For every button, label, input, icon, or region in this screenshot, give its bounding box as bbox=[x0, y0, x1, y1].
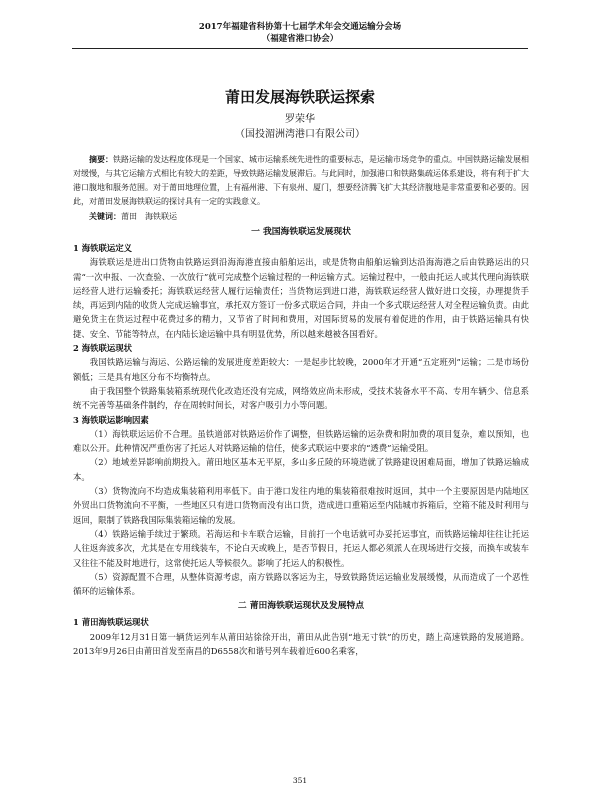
subsection-1-3-title: 3 海铁联运影响因素 bbox=[73, 414, 149, 425]
keywords-text: 莆田 海铁联运 bbox=[121, 212, 177, 221]
article-body bbox=[73, 152, 529, 658]
abstract-text: 铁路运输的发达程度体现是一个国家、城市运输系统先进性的重要标志，是运输市场竞争的重点。中国铁路运输发展相对缓慢，与其它运输方式相比有较大的差距，导致铁路运输发展滞后。与此同时，加强港口和铁路集疏运体系建设，将有利于扩大港口腹地和服务范围。对于莆田地理位置，上有福州港、下有泉州、厦门，想要经济腾飞扩大其经济腹地是非常重要和必要的。因此，对莆田发展海铁联运的探讨具有一定的实践意义。 bbox=[73, 155, 529, 206]
section-2-title: 二 莆田海铁联运现状及发展特点 bbox=[237, 601, 365, 612]
proceedings-header: 2017年福建省科协第十七届学术年会交通运输分会场 bbox=[198, 22, 402, 32]
paragraph: 我国铁路运输与海运、公路运输的发展进度差距较大：一是起步比较晚，2000年才开通“五定班列”运输；二是市场份额低；三是具有地区分布不均衡特点。 bbox=[73, 357, 529, 382]
paragraph: 2009年12月31日第一辆货运列车从莆田站徐徐开出，莆田从此告别“地无寸铁”的历史，踏上高速铁路的发展道路。2013年9月26日由莆田首发至南昌的D6558次和谐号列车载着近600名乘客， bbox=[73, 631, 529, 657]
proceedings-subheader: （福建省港口协会） bbox=[261, 34, 339, 44]
header-rule bbox=[72, 48, 528, 49]
paragraph: （3）货物流向不均造成集装箱利用率低下。由于港口发往内地的集装箱很难按时返回，其中一个主要原因是内陆地区外贸出口货物流向不平衡，一些地区只有进口货物而没有出口货，造成进口重箱运至内陆城市拆箱后，空箱不能及时利用与返回，限制了铁路我国际集装箱运输的发展。 bbox=[73, 486, 529, 525]
page-number: 351 bbox=[292, 776, 308, 785]
paragraph: 由于我国整个铁路集装箱系统现代化改造还没有完成，网络效应尚未形成，受技术装备水平不高、专用车辆少、信息系统不完善等基础条件制约，存在周转时间长，对客户吸引力小等问题。 bbox=[73, 385, 529, 411]
subsection-2-1-title: 1 莆田海铁联运现状 bbox=[73, 617, 149, 628]
paragraph: （2）地域差异影响前期投入。莆田地区基本无平原，多山多丘陵的环境造就了铁路建设困难局面，增加了铁路运输成本。 bbox=[73, 457, 529, 482]
keywords bbox=[73, 209, 529, 224]
abstract bbox=[73, 152, 529, 209]
paragraph: （4）铁路运输手续过于繁琐。若海运和卡车联合运输，目前打一个电话就可办妥托运事宜，而铁路运输却往往让托运人往返奔波多次，尤其是在专用线装车，不论白天或晚上，是否节假日，托运人都必须派人在现场进行交接，而换车或装车又往往不能及时地进行，这常使托运人等候很久。影响了托运人的积极性。 bbox=[73, 528, 529, 568]
subsection-1-2-title: 2 海铁联运现状 bbox=[73, 343, 132, 354]
paper-title: 莆田发展海铁联运探索 bbox=[224, 88, 375, 106]
abstract-label: 摘要： bbox=[89, 154, 113, 164]
author: 罗荣华 bbox=[285, 114, 315, 125]
paragraph: 海铁联运是进出口货物由铁路运到沿海海港直接由船舶运出，或是货物由船舶运输到达沿海海港之后由铁路运出的只需“一次申报、一次查验、一次放行”就可完成整个运输过程的一种运输方式。运输过程中，一般由托运人或其代理向海铁联运经营人进行运输委托；海铁联运经营人履行运输责任；当货物运到进口港，海铁联运经营人做好进口交接，办理提货手续，再运到内陆的收货人完成运输事宜，承托双方签订一份多式联运合同，并由一个多式联运经营人对全程运输负责。由此避免货主在货运过程中花费过多的精力，又节省了时间和费用，对国际贸易的发展有着促进的作用，由于铁路运输具有快捷、安全、节能等特点，在内陆长途运输中具有明显优势，所以越来越被各国看好。 bbox=[73, 257, 529, 339]
section-1-title: 一 我国海铁联运发展现状 bbox=[251, 227, 351, 237]
organization: （国投湄洲湾港口有限公司） bbox=[235, 129, 365, 140]
paragraph: （5）资源配置不合理，从整体资源考虑，南方铁路以客运为主，导致铁路货运运输业发展缓慢，从而造成了一个恶性循环的运输体系。 bbox=[73, 571, 529, 597]
keywords-label: 关键词： bbox=[89, 211, 121, 221]
subsection-1-1-title: 1 海铁联运定义 bbox=[73, 243, 132, 253]
paragraph: （1）海铁联运运价不合理。虽铁道部对铁路运价作了调整，但铁路运输的运杂费和附加费的项目复杂，难以预知，也难以公开。此种情况严重伤害了托运人对铁路运输的信任，使多式联运中要求的“透费”运输受阻。 bbox=[73, 428, 529, 454]
